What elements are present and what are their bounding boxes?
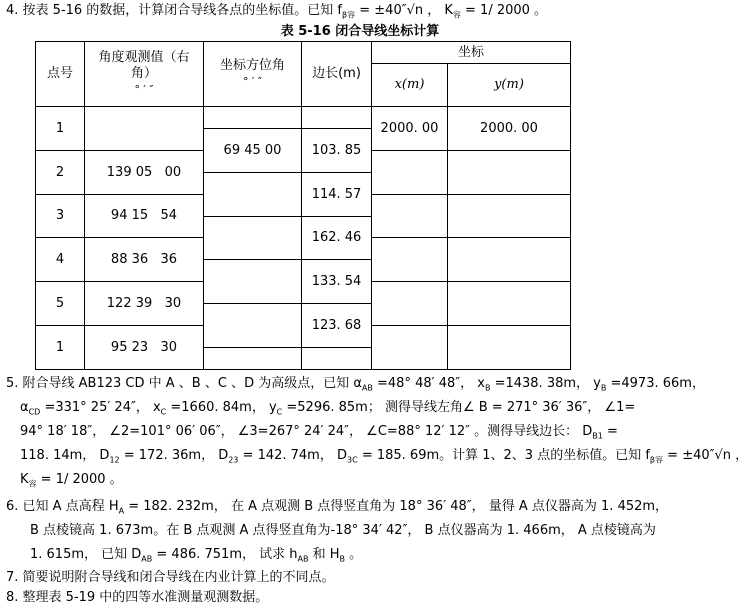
header-angle: 角度观测值（右 角） ° ′ ″ xyxy=(98,50,190,96)
question-6-line-3: 1. 615m， 已知 $D_{AB} = 486$. 751m， 试求 $h_{AB}$ 和 $H_B$ 。 xyxy=(30,547,363,564)
question-5-line-4: 118. 14m， $D_{12} = 172$. 36m， $D_{23} = 142$. 74m， $D_{3C} = 185$. 69m。计算 1、2、3 点的坐标值。已知 $f_{\beta 容} = \pm 40''√n$ ， xyxy=(20,448,748,465)
header-length: 边长(m) xyxy=(312,66,361,81)
question-5-line-2: $\alpha_{CD} =331^\circ$ 25′ 24″， $x_C =1660$. 84m， $y_C =5296$. 85m； 测得导线左角∠ B = 271° 36′ 36″， ∠1= xyxy=(20,400,636,417)
question-4: 4. 按表 5-16 的数据，计算闭合导线各点的坐标值。已知 $f_{\beta 容} = \pm 40''√n$ ， $K_容 = 1/$ 2000 。 xyxy=(6,3,548,20)
question-7: 7. 简要说明附合导线和闭合导线在内业计算上的不同点。 xyxy=(6,570,335,585)
header-azimuth: 坐标方位角 ° ′ ″ xyxy=(219,58,285,88)
length-value: 162. 46 xyxy=(311,230,362,245)
length-value: 103. 85 xyxy=(311,142,362,158)
table-row-point: 2 xyxy=(55,164,65,180)
question-5-line-5: $K_容 = 1/$ 2000 。 xyxy=(20,472,123,489)
azimuth-value: 69 45 00 xyxy=(223,142,282,158)
table-row-point: 3 xyxy=(55,208,65,223)
y-value: 2000. 00 xyxy=(480,120,538,136)
table-row-angle: 88 36 36 xyxy=(110,251,178,267)
table-row-angle: 95 23 30 xyxy=(110,339,178,355)
header-x: x(m) xyxy=(394,77,425,92)
table-row-point: 1 xyxy=(55,339,65,355)
table-row-point: 5 xyxy=(55,295,65,311)
length-value: 123. 68 xyxy=(311,317,362,333)
header-point: 点号 xyxy=(46,66,73,81)
table-row-point: 4 xyxy=(55,251,65,267)
question-8: 8. 整理表 5-19 中的四等水准测量观测数据。 xyxy=(6,590,269,605)
header-y: y(m) xyxy=(494,77,524,92)
question-6-line-1: 6. 已知 A 点高程 $H_A = 182$. 232m， 在 A 点观测 B 点得竖直角为 18° 36′ 48″， 量得 A 点仪器高为 1. 452m， xyxy=(6,499,669,516)
question-5-line-3: 94° 18′ 18″， ∠2=101° 06′ 06″， ∠3=267° 24′ 24″， ∠C=88° 12′ 12″ 。测得导线边长： $D_{B1}$ = xyxy=(20,424,618,441)
x-value: 2000. 00 xyxy=(380,120,439,136)
length-value: 133. 54 xyxy=(311,273,362,289)
length-value: 114. 57 xyxy=(311,186,362,202)
question-6-line-2: B 点棱镜高 1. 673m。在 B 点观测 A 点得竖直角为-18° 34′ 42″， B 点仪器高为 1. 466m， A 点棱镜高为 xyxy=(30,523,656,538)
table-title: 表 5-16 闭合导线坐标计算 xyxy=(280,24,440,39)
table-row-point: 1 xyxy=(55,120,65,136)
table-row-angle: 94 15 54 xyxy=(110,208,178,223)
table-row-angle: 122 39 30 xyxy=(106,295,182,311)
table-row-angle: 139 05 00 xyxy=(106,164,182,180)
header-coord: 坐标 xyxy=(457,44,484,60)
question-5-line-1: 5. 附合导线 AB123 CD 中 A 、B 、C 、D 为高级点，已知 $\alpha_{AB} =48^\circ$ 48′ 48″， $x_B =1438$. 38m， $y_B =4973$. 66m， xyxy=(6,376,705,393)
